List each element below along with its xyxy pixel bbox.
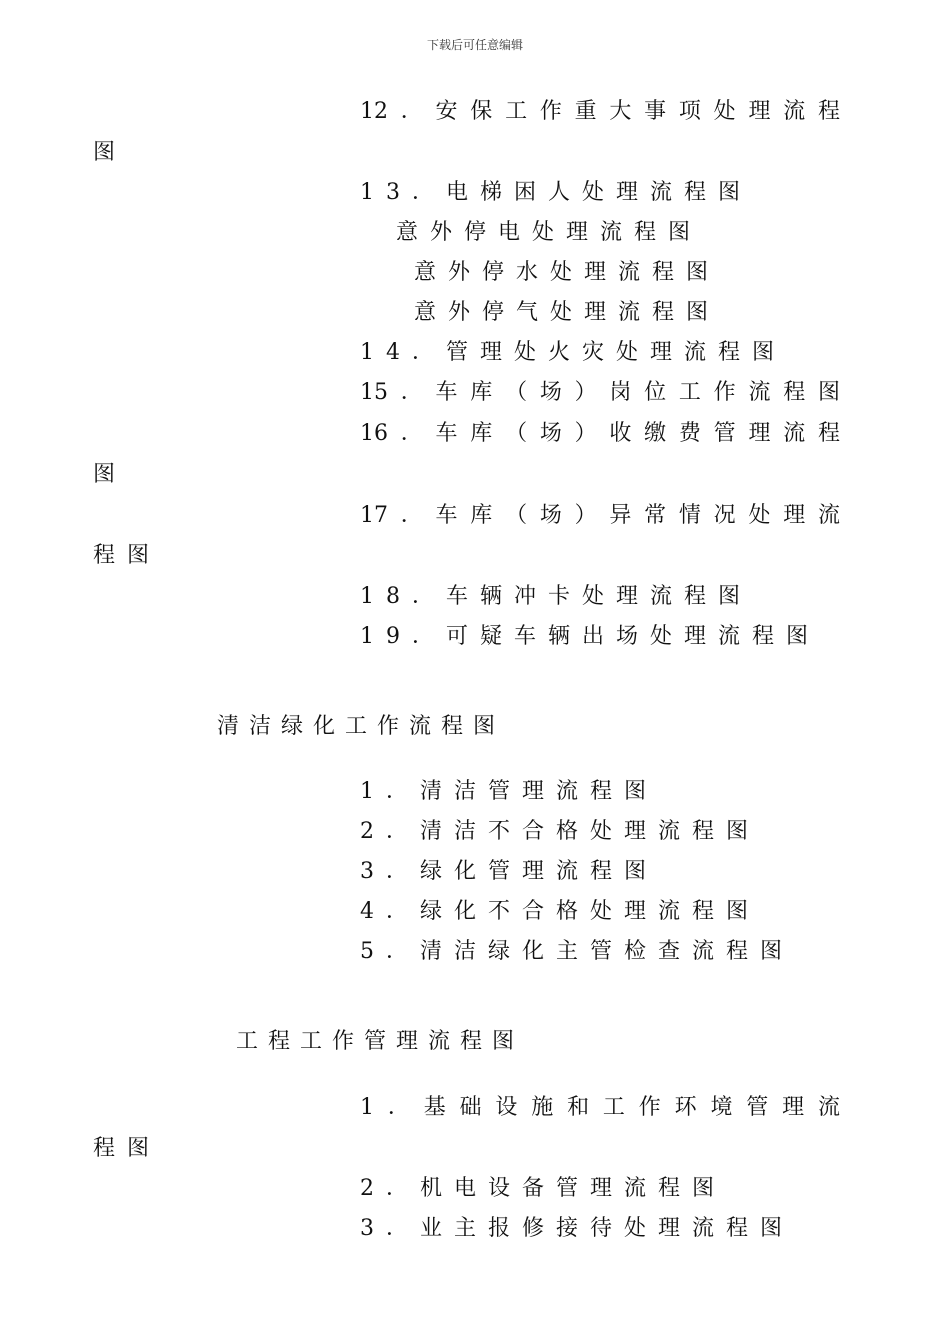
list-item — [360, 899, 760, 925]
list-subitem: 意外停水处理流程图 — [414, 260, 721, 285]
item-title: 绿化不合格处理流程图 — [420, 899, 761, 924]
item-title: 基础设施和工作环境管理流 — [423, 1095, 840, 1120]
item-number: 5． — [360, 939, 420, 964]
item-number: 16． — [360, 421, 436, 446]
item-title: 可疑车辆出场处理流程图 — [446, 624, 821, 649]
item-title: 车库（场）收缴费管理流程 — [435, 421, 840, 446]
item-number: 3． — [360, 859, 420, 884]
item-number: 17． — [360, 503, 436, 528]
list-item — [360, 584, 752, 610]
item-title: 电梯困人处理流程图 — [446, 180, 753, 205]
item-title: 绿化管理流程图 — [420, 859, 659, 884]
page-header: 下载后可任意编辑 — [426, 38, 523, 52]
item-number: 2． — [360, 1176, 420, 1201]
list-item — [360, 99, 840, 125]
item-title: 车库（场）岗位工作流程图 — [435, 380, 840, 405]
list-item — [360, 380, 840, 406]
item-title: 清洁不合格处理流程图 — [420, 819, 761, 844]
item-number: 2． — [360, 819, 420, 844]
item-title: 业主报修接待处理流程图 — [420, 1216, 795, 1241]
item-number: 19． — [360, 624, 446, 649]
section-heading: 工程工作管理流程图 — [236, 1029, 525, 1054]
list-item — [360, 1176, 726, 1202]
list-subitem: 意外停气处理流程图 — [414, 300, 721, 325]
list-item — [360, 859, 658, 885]
item-number: 15． — [360, 380, 436, 405]
item-title: 清洁管理流程图 — [420, 779, 659, 804]
item-number: 13． — [360, 180, 446, 205]
list-item — [360, 1095, 840, 1121]
item-number: 4． — [360, 899, 420, 924]
item-continuation: 图 — [93, 140, 128, 165]
list-item — [360, 340, 786, 366]
item-number: 18． — [360, 584, 446, 609]
item-title: 管理处火灾处理流程图 — [446, 340, 787, 365]
list-item — [360, 421, 840, 447]
list-item — [360, 819, 760, 845]
item-continuation: 程图 — [93, 1136, 162, 1161]
list-item — [360, 180, 752, 206]
list-item — [360, 624, 820, 650]
item-number: 3． — [360, 1216, 420, 1241]
item-title: 车库（场）异常情况处理流 — [435, 503, 840, 528]
list-subitem: 意外停电处理流程图 — [396, 220, 703, 245]
list-item — [360, 939, 794, 965]
item-number: 1． — [360, 1095, 424, 1120]
item-title: 机电设备管理流程图 — [420, 1176, 727, 1201]
item-number: 1． — [360, 779, 420, 804]
item-continuation: 图 — [93, 462, 128, 487]
item-continuation: 程图 — [93, 543, 162, 568]
item-number: 12． — [360, 99, 436, 124]
item-title: 安保工作重大事项处理流程 — [435, 99, 840, 124]
item-number: 14． — [360, 340, 446, 365]
item-title: 车辆冲卡处理流程图 — [446, 584, 753, 609]
item-title: 清洁绿化主管检查流程图 — [420, 939, 795, 964]
list-item — [360, 1216, 794, 1242]
list-item — [360, 503, 840, 529]
section-heading: 清洁绿化工作流程图 — [217, 714, 506, 739]
list-item — [360, 779, 658, 805]
